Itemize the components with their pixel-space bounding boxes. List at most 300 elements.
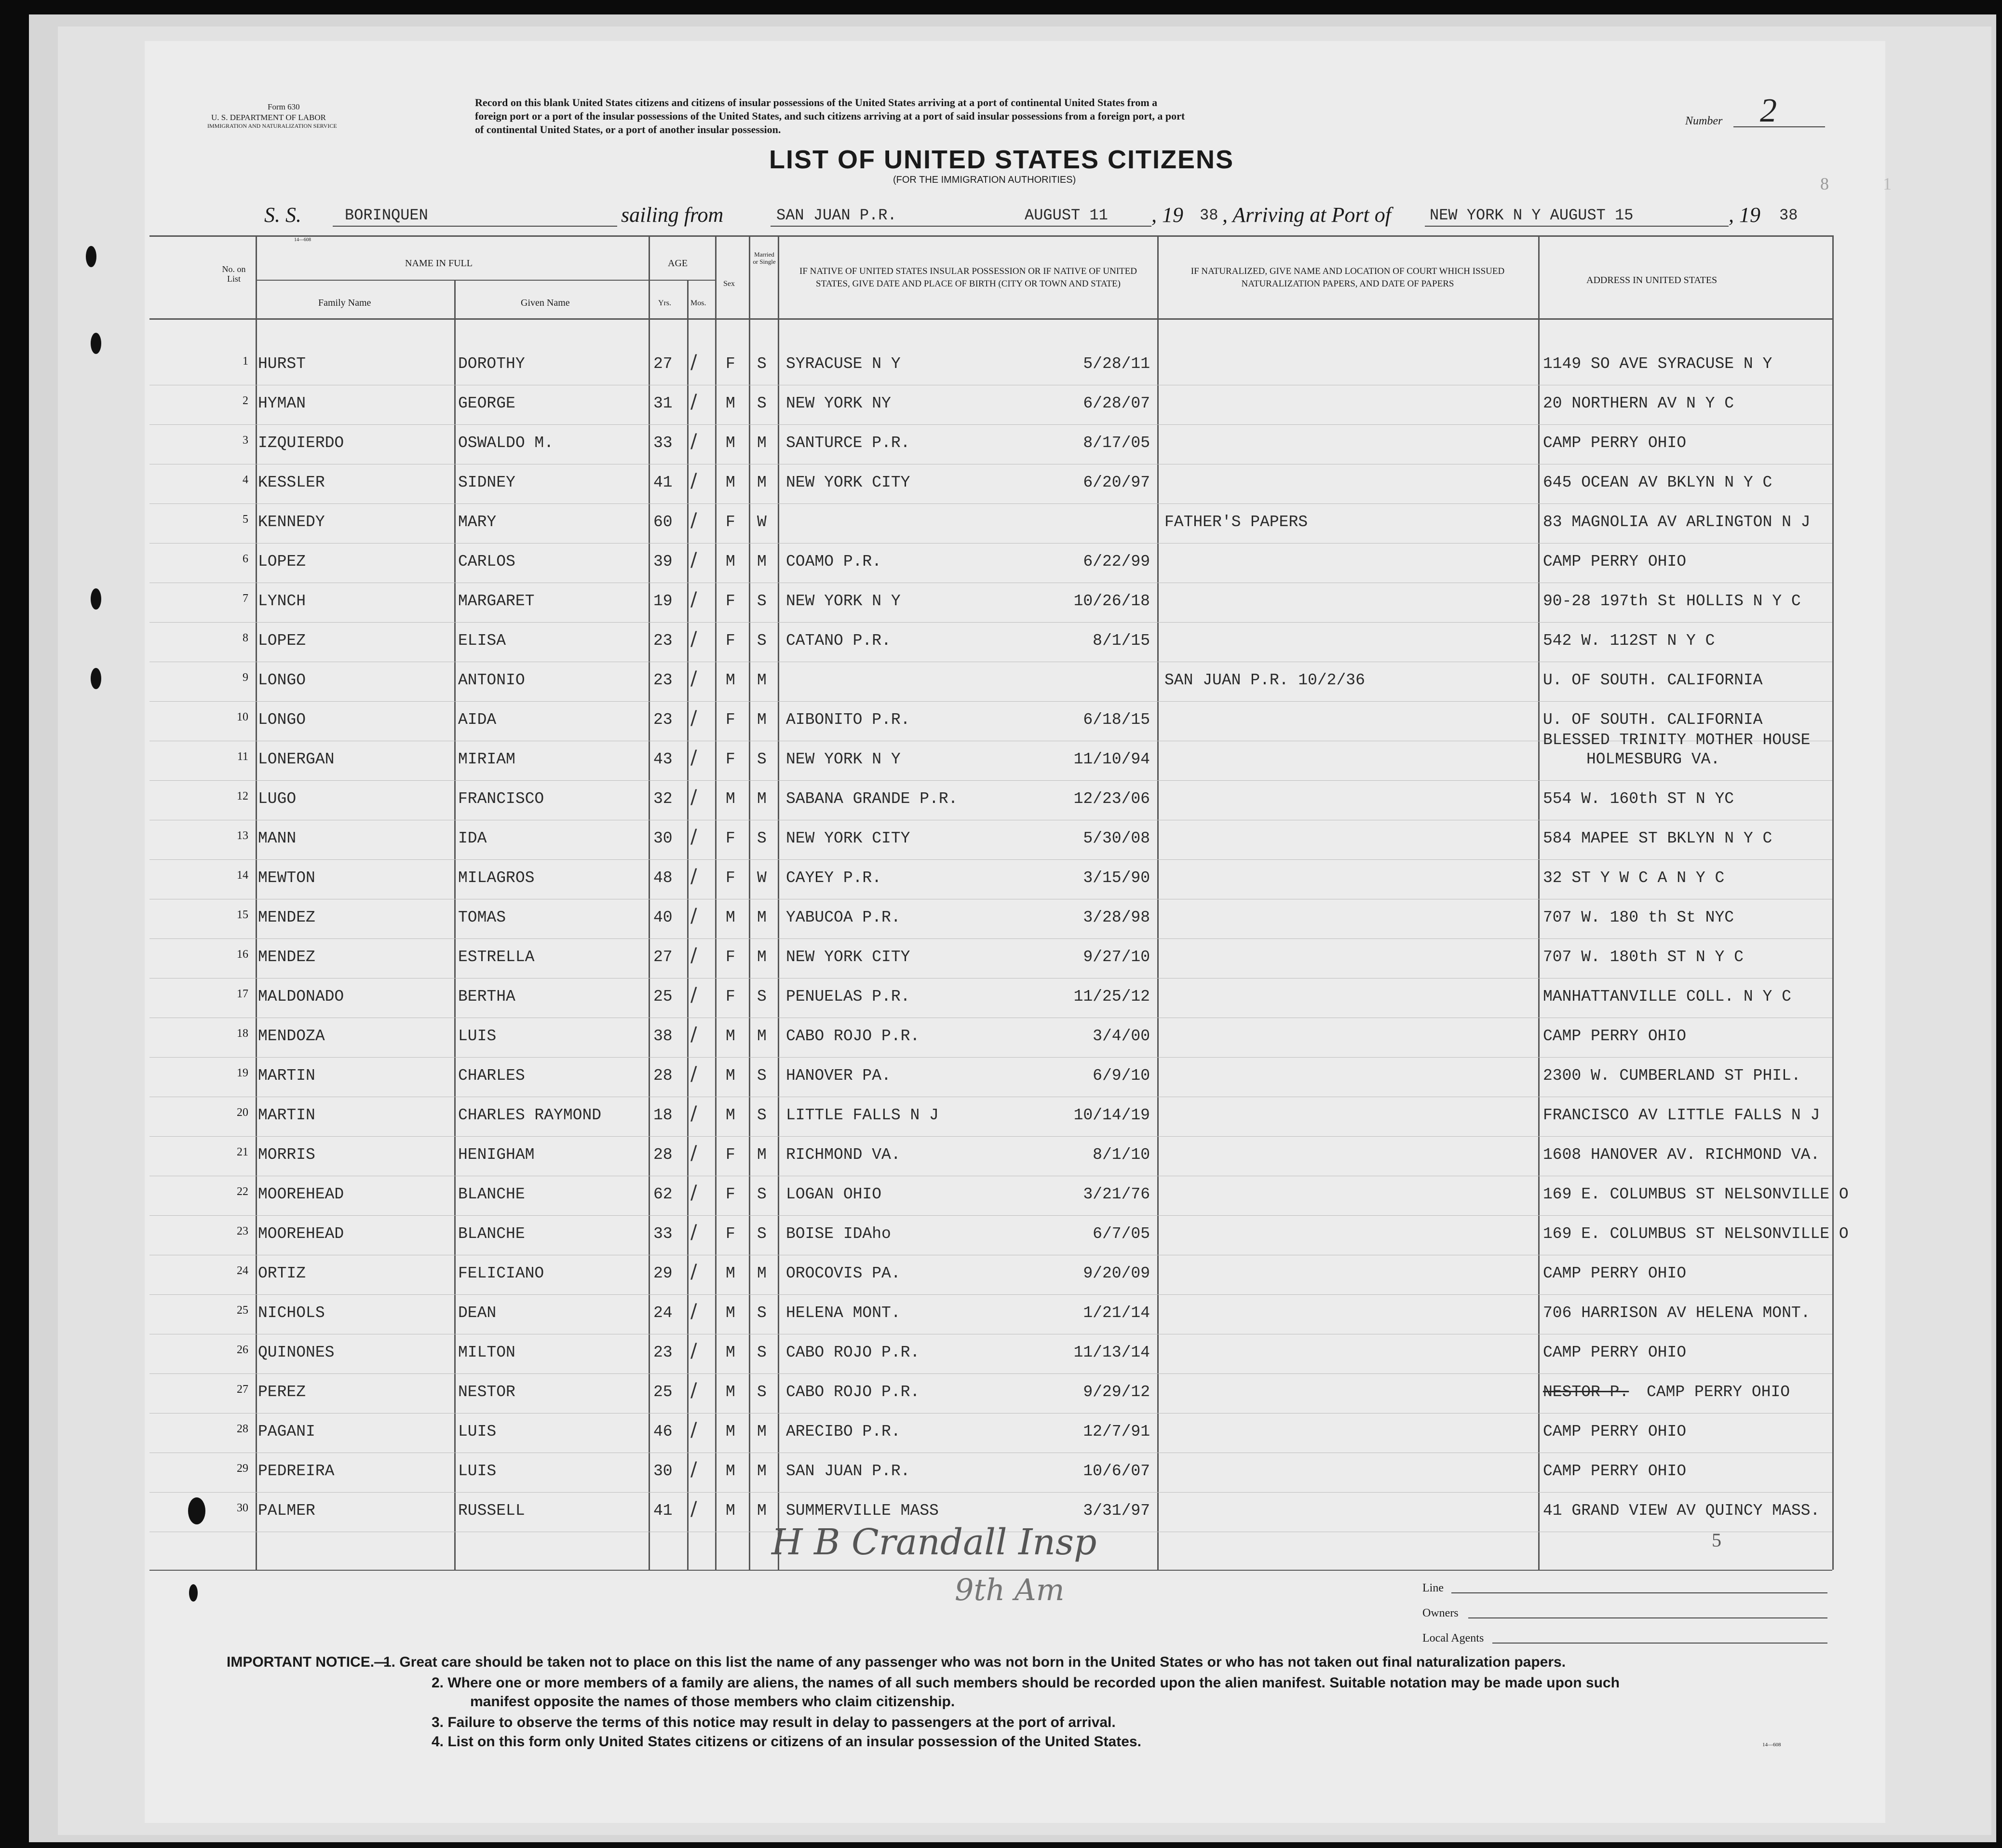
birth-date: 12/7/91 xyxy=(1083,1423,1150,1440)
row-rule xyxy=(149,1373,1832,1374)
given-name: MILAGROS xyxy=(458,869,535,887)
sex: M xyxy=(726,553,735,571)
sex: F xyxy=(726,513,735,531)
row-rule xyxy=(149,1294,1832,1295)
sex: F xyxy=(726,592,735,610)
family-name: MARTIN xyxy=(258,1067,315,1085)
sex: M xyxy=(726,1304,735,1322)
row-rule xyxy=(149,1492,1832,1493)
birth-place: LITTLE FALLS N J xyxy=(786,1106,939,1124)
year-prefix: , 19 xyxy=(1729,203,1760,227)
sex: M xyxy=(726,1264,735,1282)
birth-date: 11/10/94 xyxy=(1073,750,1150,768)
family-name: MEWTON xyxy=(258,869,315,887)
birth-place: NEW YORK CITY xyxy=(786,829,910,847)
address: 32 ST Y W C A N Y C xyxy=(1543,869,1725,887)
given-name: LUIS xyxy=(458,1027,497,1045)
family-name: MENDOZA xyxy=(258,1027,325,1045)
age-years: 43 xyxy=(653,750,673,768)
given-name: LUIS xyxy=(458,1462,497,1480)
given-name: ANTONIO xyxy=(458,671,525,689)
marital-status: S xyxy=(757,988,767,1006)
sex: F xyxy=(726,750,735,768)
months-tick-mark: / xyxy=(690,351,697,373)
service-label: IMMIGRATION AND NATURALIZATION SERVICE xyxy=(207,122,337,129)
age-years: 28 xyxy=(653,1067,673,1085)
page-number: 5 xyxy=(1712,1529,1721,1551)
header-months: Mos. xyxy=(690,299,706,307)
row-number: 26 xyxy=(237,1344,248,1356)
address: 169 E. COLUMBUS ST NELSONVILLE O xyxy=(1543,1225,1849,1243)
months-tick-mark: / xyxy=(690,905,697,927)
family-name: MANN xyxy=(258,829,297,847)
sex: M xyxy=(726,1502,735,1520)
months-tick-mark: / xyxy=(690,470,697,492)
row-number: 17 xyxy=(237,988,248,1000)
marital-status: S xyxy=(757,632,767,650)
family-name: MENDEZ xyxy=(258,909,315,926)
age-years: 60 xyxy=(653,513,673,531)
sex: M xyxy=(726,1106,735,1124)
sex: F xyxy=(726,829,735,847)
line-underline xyxy=(1451,1592,1827,1593)
birth-place: NEW YORK N Y xyxy=(786,592,901,610)
row-number: 18 xyxy=(237,1027,248,1040)
header-name-in-full: NAME IN FULL xyxy=(405,258,473,269)
age-years: 23 xyxy=(653,671,673,689)
sex: M xyxy=(726,434,735,452)
row-number: 22 xyxy=(237,1185,248,1198)
sex: F xyxy=(726,1146,735,1164)
address: 707 W. 180th ST N Y C xyxy=(1543,948,1744,966)
address: CAMP PERRY OHIO xyxy=(1543,553,1687,571)
given-name: TOMAS xyxy=(458,909,506,926)
form-number: Form 630 xyxy=(268,102,300,111)
age-years: 27 xyxy=(653,355,673,373)
row-number: 10 xyxy=(237,711,248,723)
column-rule xyxy=(256,235,257,1570)
months-tick-mark: / xyxy=(690,747,697,769)
marital-status: S xyxy=(757,1067,767,1085)
birth-place: OROCOVIS PA. xyxy=(786,1264,901,1282)
given-name: CHARLES xyxy=(458,1067,525,1085)
naturalization: FATHER'S PAPERS xyxy=(1164,513,1308,531)
family-name: IZQUIERDO xyxy=(258,434,344,452)
months-tick-mark: / xyxy=(690,1221,697,1243)
column-rule xyxy=(1157,235,1159,1570)
birth-date: 1/21/14 xyxy=(1083,1304,1150,1322)
column-rule xyxy=(649,235,650,1570)
row-number: 29 xyxy=(237,1462,248,1475)
given-name: CARLOS xyxy=(458,553,515,571)
naturalization: SAN JUAN P.R. 10/2/36 xyxy=(1164,671,1365,689)
months-tick-mark: / xyxy=(690,509,697,531)
given-name: CHARLES RAYMOND xyxy=(458,1106,602,1124)
given-name: LUIS xyxy=(458,1423,497,1440)
marital-status: S xyxy=(757,829,767,847)
months-tick-mark: / xyxy=(690,865,697,887)
birth-place: ARECIBO P.R. xyxy=(786,1423,901,1440)
address: CAMP PERRY OHIO xyxy=(1543,1344,1687,1361)
binder-hole xyxy=(188,1497,205,1524)
family-name: HYMAN xyxy=(258,394,306,412)
column-rule xyxy=(1538,235,1540,1570)
page-title: LIST OF UNITED STATES CITIZENS xyxy=(769,145,1234,174)
family-name: PEREZ xyxy=(258,1383,306,1401)
birth-place: BOISE IDAho xyxy=(786,1225,891,1243)
family-name: KENNEDY xyxy=(258,513,325,531)
age-years: 41 xyxy=(653,474,673,491)
address: CAMP PERRY OHIO xyxy=(1647,1383,1790,1401)
birth-date: 8/17/05 xyxy=(1083,434,1150,452)
birth-date: 3/28/98 xyxy=(1083,909,1150,926)
age-years: 38 xyxy=(653,1027,673,1045)
notice-item-2: 2. Where one or more members of a family are aliens, the names of all such members should be recorded upon the alien manifest. Suitable notation may be made upon such xyxy=(432,1675,1620,1691)
row-number: 3 xyxy=(243,434,248,447)
birth-place: NEW YORK NY xyxy=(786,394,891,412)
address: 20 NORTHERN AV N Y C xyxy=(1543,394,1734,412)
sex: F xyxy=(726,355,735,373)
address: CAMP PERRY OHIO xyxy=(1543,434,1687,452)
row-number: 23 xyxy=(237,1225,248,1237)
given-name: MARGARET xyxy=(458,592,535,610)
birth-place: CABO ROJO P.R. xyxy=(786,1383,920,1401)
family-name: LYNCH xyxy=(258,592,306,610)
marital-status: M xyxy=(757,790,767,808)
ss-label: S. S. xyxy=(264,203,301,227)
address: 645 OCEAN AV BKLYN N Y C xyxy=(1543,474,1772,491)
marital-status: S xyxy=(757,394,767,412)
age-years: 40 xyxy=(653,909,673,926)
margin-pencil-mark: 1 xyxy=(1883,174,1892,193)
address: CAMP PERRY OHIO xyxy=(1543,1264,1687,1282)
row-number: 12 xyxy=(237,790,248,802)
sex: F xyxy=(726,1185,735,1203)
family-name: HURST xyxy=(258,355,306,373)
row-number: 20 xyxy=(237,1106,248,1119)
marital-status: M xyxy=(757,474,767,491)
family-name: MOOREHEAD xyxy=(258,1225,344,1243)
marital-status: M xyxy=(757,1264,767,1282)
months-tick-mark: / xyxy=(690,1142,697,1164)
arrival-underline xyxy=(1425,226,1729,227)
given-name: GEORGE xyxy=(458,394,515,412)
printer-mark: 14—608 xyxy=(294,237,311,243)
birth-date: 10/26/18 xyxy=(1073,592,1150,610)
address: 1149 SO AVE SYRACUSE N Y xyxy=(1543,355,1772,373)
birth-date: 8/1/10 xyxy=(1093,1146,1150,1164)
address: 706 HARRISON AV HELENA MONT. xyxy=(1543,1304,1811,1322)
marital-status: M xyxy=(757,1462,767,1480)
family-name: LOPEZ xyxy=(258,632,306,650)
birth-place: COAMO P.R. xyxy=(786,553,882,571)
months-tick-mark: / xyxy=(690,1023,697,1046)
row-number: 1 xyxy=(243,355,248,367)
age-years: 48 xyxy=(653,869,673,887)
arrival-year: 38 xyxy=(1779,206,1798,224)
notice-item-2-cont: manifest opposite the names of those members who claim citizenship. xyxy=(470,1694,955,1710)
struck-address: NESTOR P. xyxy=(1543,1383,1629,1401)
given-name: MILTON xyxy=(458,1344,515,1361)
birth-place: NEW YORK CITY xyxy=(786,948,910,966)
given-name: ESTRELLA xyxy=(458,948,535,966)
family-name: LONERGAN xyxy=(258,750,335,768)
row-number: 30 xyxy=(237,1502,248,1514)
months-tick-mark: / xyxy=(690,588,697,611)
sex: M xyxy=(726,1344,735,1361)
birth-date: 3/4/00 xyxy=(1093,1027,1150,1045)
address: CAMP PERRY OHIO xyxy=(1543,1027,1687,1045)
row-number: 14 xyxy=(237,869,248,882)
age-header-rule xyxy=(649,280,715,281)
header-no-on-list: No. on List xyxy=(222,264,246,284)
age-years: 30 xyxy=(653,1462,673,1480)
row-rule xyxy=(149,543,1832,544)
row-rule xyxy=(149,701,1832,702)
age-years: 25 xyxy=(653,1383,673,1401)
birth-date: 12/23/06 xyxy=(1073,790,1150,808)
department-label: U. S. DEPARTMENT OF LABOR xyxy=(211,113,326,122)
given-name: ELISA xyxy=(458,632,506,650)
birth-date: 9/27/10 xyxy=(1083,948,1150,966)
address: 554 W. 160th ST N YC xyxy=(1543,790,1734,808)
birth-place: SUMMERVILLE MASS xyxy=(786,1502,939,1520)
months-tick-mark: / xyxy=(690,391,697,413)
list-number: 2 xyxy=(1760,92,1777,129)
local-agents-underline xyxy=(1492,1643,1827,1644)
row-number: 25 xyxy=(237,1304,248,1317)
birth-date: 11/25/12 xyxy=(1073,988,1150,1006)
months-tick-mark: / xyxy=(690,826,697,848)
row-number: 28 xyxy=(237,1423,248,1435)
column-rule xyxy=(687,280,689,1570)
birth-place: YABUCOA P.R. xyxy=(786,909,901,926)
months-tick-mark: / xyxy=(690,430,697,452)
marital-status: M xyxy=(757,1146,767,1164)
marital-status: M xyxy=(757,948,767,966)
family-name: MORRIS xyxy=(258,1146,315,1164)
family-name: KESSLER xyxy=(258,474,325,491)
birth-place: CATANO P.R. xyxy=(786,632,891,650)
row-rule xyxy=(149,1136,1832,1137)
binder-hole xyxy=(91,668,101,689)
age-years: 23 xyxy=(653,1344,673,1361)
birth-place: SABANA GRANDE P.R. xyxy=(786,790,958,808)
age-years: 23 xyxy=(653,632,673,650)
age-years: 46 xyxy=(653,1423,673,1440)
birth-date: 8/1/15 xyxy=(1093,632,1150,650)
sex: F xyxy=(726,1225,735,1243)
birth-date: 6/22/99 xyxy=(1083,553,1150,571)
binder-hole xyxy=(86,246,96,267)
sex: M xyxy=(726,474,735,491)
given-name: RUSSELL xyxy=(458,1502,525,1520)
marital-status: S xyxy=(757,592,767,610)
family-name: QUINONES xyxy=(258,1344,335,1361)
birth-date: 5/30/08 xyxy=(1083,829,1150,847)
header-sex: Sex xyxy=(723,280,735,288)
ship-name: BORINQUEN xyxy=(345,206,428,224)
age-years: 18 xyxy=(653,1106,673,1124)
birth-date: 6/20/97 xyxy=(1083,474,1150,491)
months-tick-mark: / xyxy=(690,549,697,571)
birth-place: AIBONITO P.R. xyxy=(786,711,910,729)
column-rule xyxy=(454,280,456,1570)
sex: F xyxy=(726,711,735,729)
departure-date: AUGUST 11 xyxy=(1025,206,1108,224)
sex: M xyxy=(726,394,735,412)
row-number: 15 xyxy=(237,909,248,921)
address: 707 W. 180 th St NYC xyxy=(1543,909,1734,926)
age-years: 39 xyxy=(653,553,673,571)
marital-status: S xyxy=(757,1185,767,1203)
row-number: 9 xyxy=(243,671,248,684)
row-rule xyxy=(149,424,1832,425)
notice-item-1: 1. Great care should be taken not to place on this list the name of any passenger who was not born in the United States or who has not taken out final naturalization papers. xyxy=(383,1654,1566,1670)
family-name: PEDREIRA xyxy=(258,1462,335,1480)
row-number: 2 xyxy=(243,394,248,407)
sex: M xyxy=(726,1383,735,1401)
birth-date: 6/9/10 xyxy=(1093,1067,1150,1085)
given-name: FRANCISCO xyxy=(458,790,544,808)
row-number: 6 xyxy=(243,553,248,565)
marital-status: M xyxy=(757,1502,767,1520)
given-name: BLANCHE xyxy=(458,1185,525,1203)
table-bottom-rule xyxy=(149,1570,1832,1571)
birth-date: 11/13/14 xyxy=(1073,1344,1150,1361)
signature-annotation: 9th Am xyxy=(955,1572,1065,1607)
age-years: 28 xyxy=(653,1146,673,1164)
row-rule xyxy=(149,622,1832,623)
header-family-name: Family Name xyxy=(318,298,371,308)
age-years: 31 xyxy=(653,394,673,412)
given-name: NESTOR xyxy=(458,1383,515,1401)
line-label: Line xyxy=(1422,1582,1444,1594)
given-name: HENIGHAM xyxy=(458,1146,535,1164)
age-years: 27 xyxy=(653,948,673,966)
months-tick-mark: / xyxy=(690,1300,697,1322)
months-tick-mark: / xyxy=(690,1340,697,1362)
birth-date: 6/28/07 xyxy=(1083,394,1150,412)
months-tick-mark: / xyxy=(690,707,697,729)
given-name: DOROTHY xyxy=(458,355,525,373)
row-number: 13 xyxy=(237,829,248,842)
margin-pencil-mark: 8 xyxy=(1820,174,1829,193)
marital-status: W xyxy=(757,513,767,531)
birth-place: RICHMOND VA. xyxy=(786,1146,901,1164)
address: 542 W. 112ST N Y C xyxy=(1543,632,1715,650)
page-subtitle: (FOR THE IMMIGRATION AUTHORITIES) xyxy=(893,175,1076,185)
birth-date: 5/28/11 xyxy=(1083,355,1150,373)
number-underline xyxy=(1733,126,1825,127)
row-number: 16 xyxy=(237,948,248,961)
row-rule xyxy=(149,938,1832,939)
birth-place: SANTURCE P.R. xyxy=(786,434,910,452)
sailing-label: sailing from xyxy=(621,203,724,227)
age-years: 23 xyxy=(653,711,673,729)
given-name: DEAN xyxy=(458,1304,497,1322)
age-years: 33 xyxy=(653,1225,673,1243)
sex: M xyxy=(726,909,735,926)
months-tick-mark: / xyxy=(690,628,697,650)
sex: M xyxy=(726,1462,735,1480)
given-name: BLANCHE xyxy=(458,1225,525,1243)
departure-port: SAN JUAN P.R. xyxy=(776,206,897,224)
months-tick-mark: / xyxy=(690,786,697,808)
months-tick-mark: / xyxy=(690,1498,697,1520)
given-name: MIRIAM xyxy=(458,750,515,768)
address: 169 E. COLUMBUS ST NELSONVILLE O xyxy=(1543,1185,1849,1203)
months-tick-mark: / xyxy=(690,944,697,966)
family-name: MENDEZ xyxy=(258,948,315,966)
family-name: PAGANI xyxy=(258,1423,315,1440)
address: FRANCISCO AV LITTLE FALLS N J xyxy=(1543,1106,1820,1124)
row-rule xyxy=(149,503,1832,504)
family-name: MOOREHEAD xyxy=(258,1185,344,1203)
age-years: 33 xyxy=(653,434,673,452)
birth-place: NEW YORK CITY xyxy=(786,474,910,491)
marital-status: M xyxy=(757,1423,767,1440)
age-years: 25 xyxy=(653,988,673,1006)
address: 90-28 197th St HOLLIS N Y C xyxy=(1543,592,1801,610)
address: 1608 HANOVER AV. RICHMOND VA. xyxy=(1543,1146,1820,1164)
column-rule xyxy=(778,235,779,1570)
row-number: 8 xyxy=(243,632,248,644)
family-name: MALDONADO xyxy=(258,988,344,1006)
marital-status: M xyxy=(757,434,767,452)
birth-place: PENUELAS P.R. xyxy=(786,988,910,1006)
family-name: LOPEZ xyxy=(258,553,306,571)
birth-date: 6/7/05 xyxy=(1093,1225,1150,1243)
row-number: 21 xyxy=(237,1146,248,1158)
months-tick-mark: / xyxy=(690,1379,697,1401)
marital-status: M xyxy=(757,909,767,926)
given-name: AIDA xyxy=(458,711,497,729)
binder-hole xyxy=(189,1584,198,1602)
header-age: AGE xyxy=(668,258,688,269)
family-name: PALMER xyxy=(258,1502,315,1520)
birth-place: NEW YORK N Y xyxy=(786,750,901,768)
row-number: 19 xyxy=(237,1067,248,1079)
address: U. OF SOUTH. CALIFORNIA xyxy=(1543,671,1763,689)
age-years: 41 xyxy=(653,1502,673,1520)
sex: M xyxy=(726,1027,735,1045)
marital-status: S xyxy=(757,1225,767,1243)
table-top-rule xyxy=(149,235,1832,237)
marital-status: S xyxy=(757,1344,767,1361)
marital-status: S xyxy=(757,1106,767,1124)
address: 2300 W. CUMBERLAND ST PHIL. xyxy=(1543,1067,1801,1085)
marital-status: W xyxy=(757,869,767,887)
birth-date: 10/6/07 xyxy=(1083,1462,1150,1480)
address: 584 MAPEE ST BKLYN N Y C xyxy=(1543,829,1772,847)
inspector-signature: H B Crandall Insp xyxy=(771,1522,1097,1563)
name-header-rule xyxy=(256,280,649,281)
marital-status: S xyxy=(757,1383,767,1401)
birth-place: CABO ROJO P.R. xyxy=(786,1344,920,1361)
family-name: ORTIZ xyxy=(258,1264,306,1282)
row-number: 4 xyxy=(243,474,248,486)
months-tick-mark: / xyxy=(690,984,697,1006)
arrival-port-date: NEW YORK N Y AUGUST 15 xyxy=(1430,206,1634,224)
marital-status: S xyxy=(757,750,767,768)
birth-date: 9/20/09 xyxy=(1083,1264,1150,1282)
age-years: 19 xyxy=(653,592,673,610)
address: CAMP PERRY OHIO xyxy=(1543,1462,1687,1480)
local-agents-label: Local Agents xyxy=(1422,1632,1484,1644)
arriving-label: , Arriving at Port of xyxy=(1222,203,1391,227)
address: 83 MAGNOLIA AV ARLINGTON N J xyxy=(1543,513,1811,531)
